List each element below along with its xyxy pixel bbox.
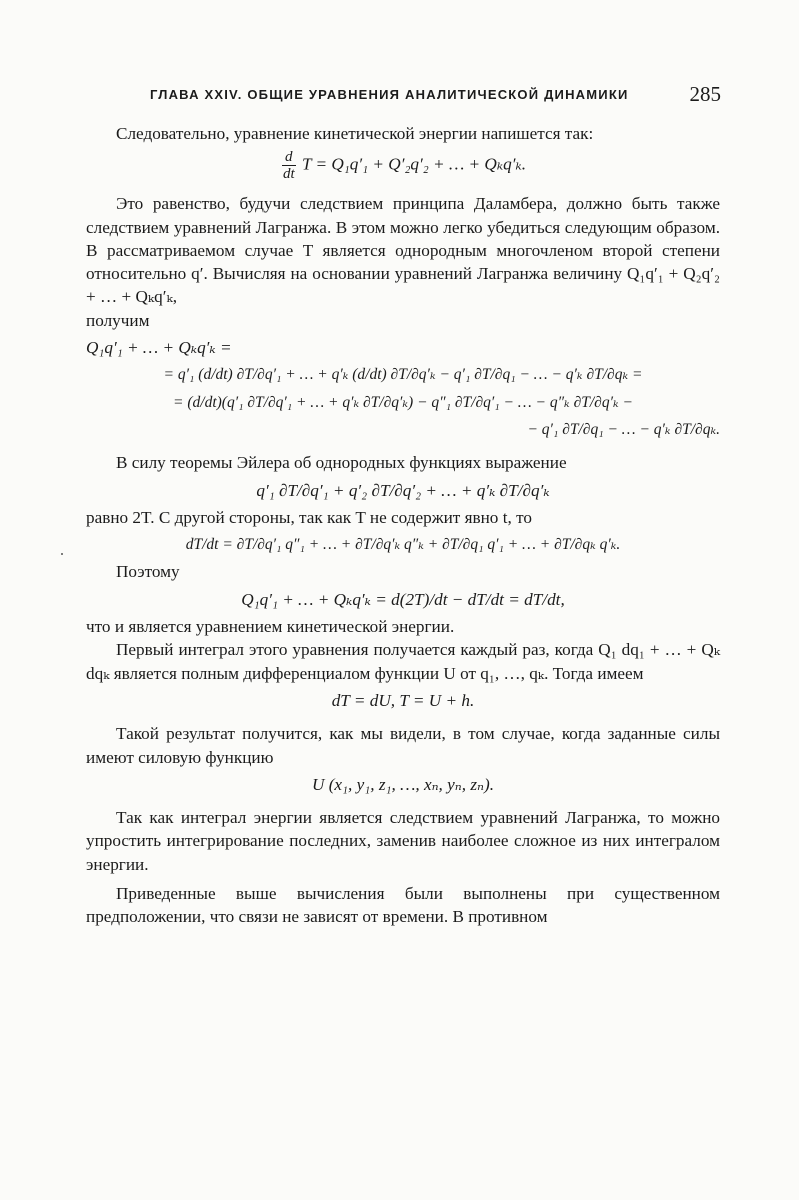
fraction-denominator: dt xyxy=(282,166,295,183)
paragraph-1: Следовательно, уравнение кинетической энергии напишется так: xyxy=(116,124,594,143)
equation-line-4: − q′₁ ∂T/∂q₁ − … − q′ₖ ∂T/∂qₖ. xyxy=(527,420,720,438)
paragraph-2: Это равенство, будучи следствием принципа Даламбера, должно быть также следствием уравнений Лагранжа. В этом можно легко убедиться следующим образом. В рассматриваемом случае T является однородным многочленом второй степени относительно q′. Вычисляя на основании уравнений Лагранжа величину Q₁q′₁ + Q₂q′₂ + … + Qₖq′ₖ, xyxy=(86,194,720,307)
paragraph-10: Приведенные выше вычисления были выполнены при существенном предположении, что связи не зависят от времени. В противном xyxy=(86,884,720,927)
paragraph-9: Так как интеграл энергии является следствием уравнений Лагранжа, то можно упростить интегрирование последних, заменив наиболее сложное из них интегралом энергии. xyxy=(86,808,720,874)
equation-rhs: T = Q₁q′₁ + Q′₂q′₂ + … + Qₖq′ₖ. xyxy=(301,154,527,174)
equation-line-3: = (d/dt)(q′₁ ∂T/∂q′₁ + … + q′ₖ ∂T/∂q′ₖ) − q″₁ ∂T/∂q′₁ − … − q″ₖ ∂T/∂q′ₖ − xyxy=(173,393,633,411)
equation-line-1: Q₁q′₁ + … + Qₖq′ₖ = xyxy=(86,338,232,358)
running-header xyxy=(150,82,725,110)
paragraph-5: Поэтому xyxy=(116,562,180,582)
page-body xyxy=(86,122,720,929)
derivative-fraction xyxy=(282,149,296,182)
paragraph-4: равно 2T. С другой стороны, так как T не содержит явно t, то xyxy=(86,507,532,527)
equation-euler: q′₁ ∂T/∂q′₁ + q′₂ ∂T/∂q′₂ + … + q′ₖ ∂T/∂q′ₖ xyxy=(256,480,550,500)
equation-integral: dT = dU, T = U + h. xyxy=(331,690,475,710)
paragraph-2-tail: получим xyxy=(86,310,150,330)
equation-energy xyxy=(86,149,720,182)
equation-force-function: U (x₁, y₁, z₁, …, xₙ, yₙ, zₙ). xyxy=(311,774,494,794)
equation-dT-dt: dT/dt = ∂T/∂q′₁ q″₁ + … + ∂T/∂q′ₖ q″ₖ + ∂T/∂q₁ q′₁ + … + ∂T/∂qₖ q′ₖ. xyxy=(185,536,621,554)
page-number: 285 xyxy=(689,82,721,106)
equation-line-2: = q′₁ (d/dt) ∂T/∂q′₁ + … + q′ₖ (d/dt) ∂T/∂q′ₖ − q′₁ ∂T/∂q₁ − … − q′ₖ ∂T/∂qₖ = xyxy=(163,366,643,384)
equation-result: Q₁q′₁ + … + Qₖq′ₖ = d(2T)/dt − dT/dt = dT/dt, xyxy=(241,589,565,609)
paragraph-8: Такой результат получится, как мы видели, в том случае, когда заданные силы имеют силовую функцию xyxy=(86,724,720,767)
paragraph-7: Первый интеграл этого уравнения получается каждый раз, когда Q₁ dq₁ + … + Qₖ dqₖ является полным дифференциалом функции U от q₁, …, qₖ. Тогда имеем xyxy=(86,640,720,683)
margin-dot xyxy=(61,553,63,555)
paragraph-6: что и является уравнением кинетической энергии. xyxy=(86,617,455,637)
paragraph-3: В силу теоремы Эйлера об однородных функциях выражение xyxy=(116,453,567,473)
chapter-title: ГЛАВА XXIV. ОБЩИЕ УРАВНЕНИЯ АНАЛИТИЧЕСКОЙ ДИНАМИКИ xyxy=(150,87,629,102)
fraction-numerator: d xyxy=(282,149,296,166)
